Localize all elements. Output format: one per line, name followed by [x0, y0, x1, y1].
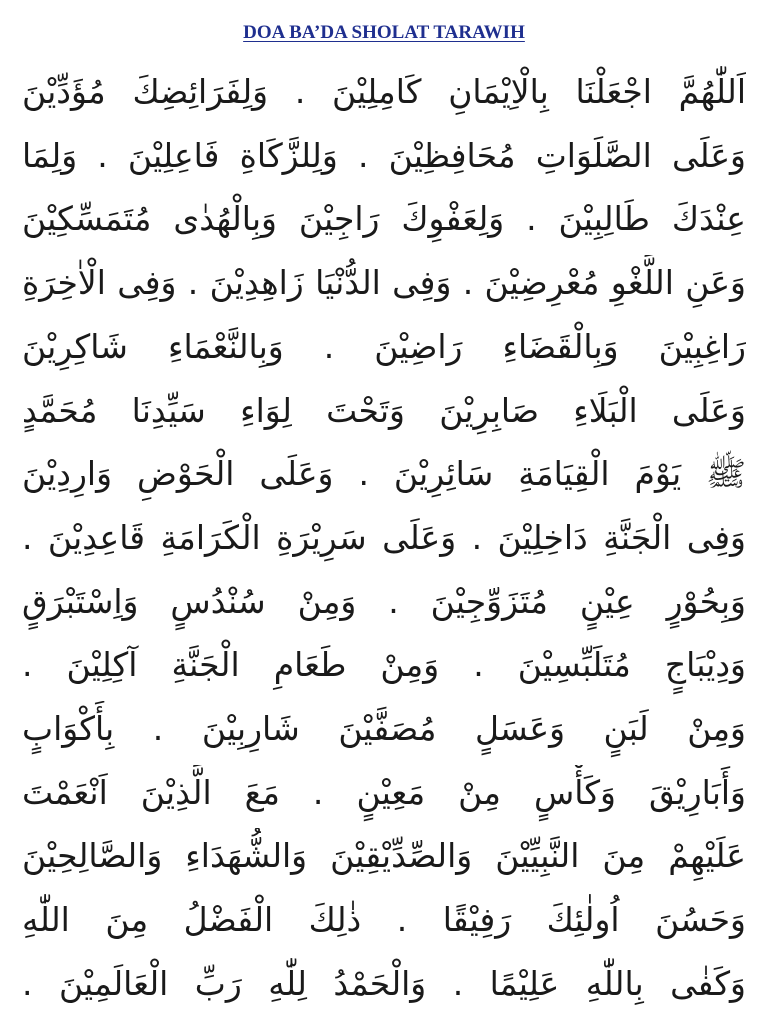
prayer-line-6: وَعَلَى الْبَلَاءِ صَابِرِيْنَ وَتَحْتَ لِوَاءِ سَيِّدِنَا مُحَمَّدٍ [22, 390, 746, 430]
prayer-line-4: وَعَنِ اللَّغْوِ مُعْرِضِيْنَ . وَفِى الدُّنْيَا زَاهِدِيْنَ . وَفِى الْاٰخِرَةِ [22, 263, 746, 303]
prayer-line-14: وَحَسُنَ اُولٰئِكَ رَفِيْقًا . ذٰلِكَ الْفَضْلُ مِنَ اللّٰهِ [22, 900, 746, 940]
prayer-line-7: ﷺ يَوْمَ الْقِيَامَةِ سَائِرِيْنَ . وَعَلَى الْحَوْضِ وَارِدِيْنَ [22, 454, 746, 494]
prayer-line-8: وَفِى الْجَنَّةِ دَاخِلِيْنَ . وَعَلَى سَرِيْرَةِ الْكَرَامَةِ قَاعِدِيْنَ . [22, 517, 746, 557]
prayer-line-13: عَلَيْهِمْ مِنَ النَّبِيِّيْنَ وَالصِّدِّيْقِيْنَ وَالشُّهَدَاءِ وَالصَّالِحِيْنَ [22, 836, 746, 876]
prayer-line-12: وَأَبَارِيْقَ وَكَأْسٍ مِنْ مَعِيْنٍ . مَعَ الَّذِيْنَ اَنْعَمْتَ [22, 772, 746, 812]
prayer-line-5: رَاغِبِيْنَ وَبِالْقَضَاءِ رَاضِيْنَ . وَبِالنَّعْمَاءِ شَاكِرِيْنَ [22, 326, 746, 366]
document-title [0, 22, 768, 44]
prayer-line-15: وَكَفٰى بِاللّٰهِ عَلِيْمًا . وَالْحَمْدُ لِلّٰهِ رَبِّ الْعَالَمِيْنَ . [22, 963, 746, 1003]
prayer-line-10: وَدِيْبَاجٍ مُتَلَبِّسِيْنَ . وَمِنْ طَعَامِ الْجَنَّةِ آكِلِيْنَ . [22, 645, 746, 685]
prayer-line-1: اَللّٰهُمَّ اجْعَلْنَا بِالْاِيْمَانِ كَامِلِيْنَ . وَلِفَرَائِضِكَ مُؤَدِّيْنَ [22, 72, 746, 111]
prayer-line-9: وَبِحُوْرٍ عِيْنٍ مُتَزَوِّجِيْنَ . وَمِنْ سُنْدُسٍ وَاِسْتَبْرَقٍ [22, 581, 746, 621]
prayer-line-3: عِنْدَكَ طَالِبِيْنَ . وَلِعَفْوِكَ رَاجِيْنَ وَبِالْهُدٰى مُتَمَسِّكِيْنَ [22, 199, 746, 239]
prayer-line-11: وَمِنْ لَبَنٍ وَعَسَلٍ مُصَفَّيْنَ شَارِبِيْنَ . بِأَكْوَابٍ [22, 709, 746, 749]
prayer-line-2: وَعَلَى الصَّلَوَاتِ مُحَافِظِيْنَ . وَلِلزَّكَاةِ فَاعِلِيْنَ . وَلِمَا [22, 135, 746, 175]
document-title-text: DOA BA’DA SHOLAT TARAWIH [243, 22, 525, 43]
prayer-text-block [22, 64, 746, 1014]
